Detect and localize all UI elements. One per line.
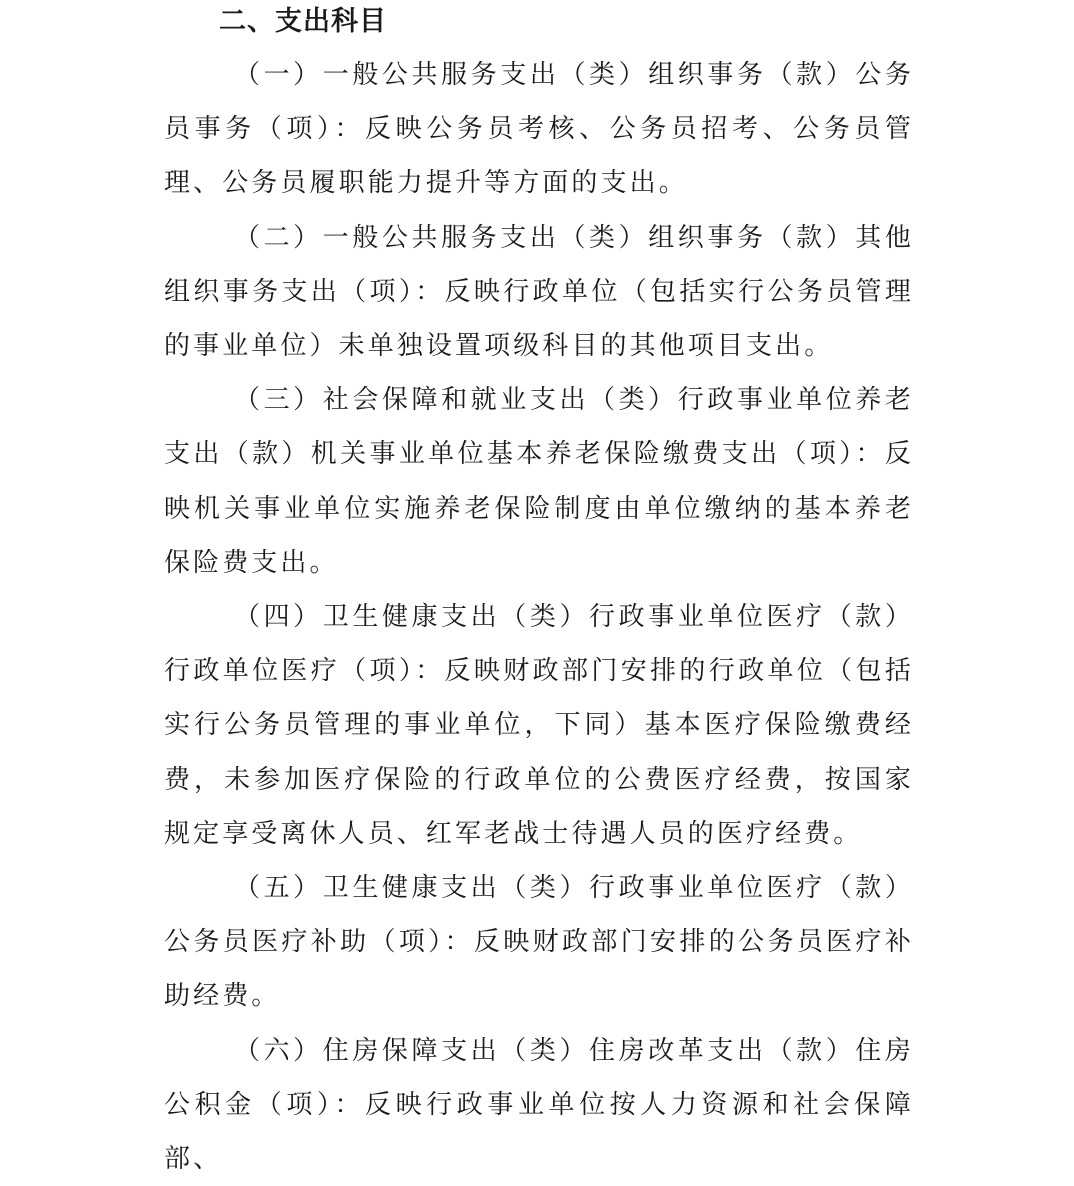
paragraph-expense-item-2: （二）一般公共服务支出（类）组织事务（款）其他组织事务支出（项）：反映行政单位（包括实行公务员管理的事业单位）未单独设置项级科目的其他项目支出。 bbox=[164, 222, 914, 362]
paragraph-expense-item-4: （四）卫生健康支出（类）行政事业单位医疗（款）行政单位医疗（项）：反映财政部门安排的行政单位（包括实行公务员管理的事业单位，下同）基本医疗保险缴费经费，未参加医疗保险的行政单位的公费医疗经费，按国家规定享受离休人员、红军老战士待遇人员的医疗经费。 bbox=[164, 602, 914, 849]
section-heading: 二、支出科目 bbox=[219, 6, 387, 37]
document-body bbox=[164, 48, 914, 1186]
paragraph-expense-item-5: （五）卫生健康支出（类）行政事业单位医疗（款）公务员医疗补助（项）：反映财政部门安排的公务员医疗补助经费。 bbox=[164, 873, 914, 1012]
paragraph-expense-item-6: （六）住房保障支出（类）住房改革支出（款）住房公积金（项）：反映行政事业单位按人力资源和社会保障部、 bbox=[164, 1035, 914, 1175]
paragraph-expense-item-1: （一）一般公共服务支出（类）组织事务（款）公务员事务（项）：反映公务员考核、公务员招考、公务员管理、公务员履职能力提升等方面的支出。 bbox=[164, 60, 914, 199]
paragraph-expense-item-3: （三）社会保障和就业支出（类）行政事业单位养老支出（款）机关事业单位基本养老保险缴费支出（项）：反映机关事业单位实施养老保险制度由单位缴纳的基本养老保险费支出。 bbox=[164, 385, 914, 578]
